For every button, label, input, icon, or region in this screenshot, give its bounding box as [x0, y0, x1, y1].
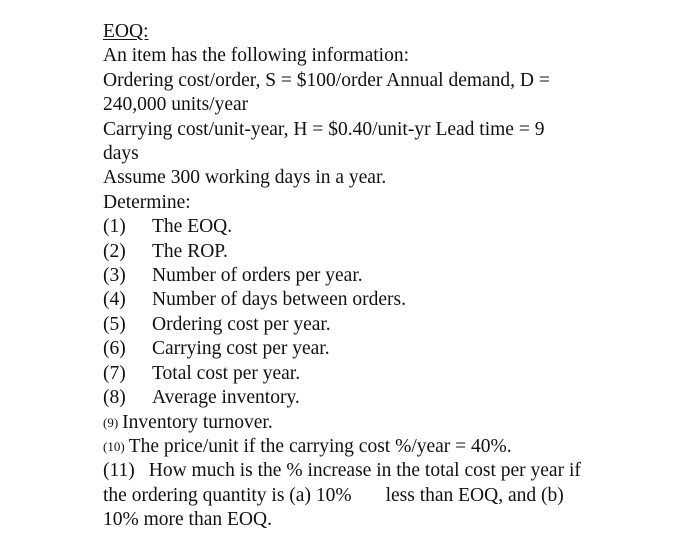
item-number: (5) — [103, 313, 126, 335]
item-number: (4) — [103, 289, 126, 311]
item-text: Total cost per year. — [152, 362, 301, 384]
item-number: (9) — [103, 414, 119, 430]
item-text: Number of days between orders. — [152, 289, 406, 311]
list-item — [103, 288, 663, 312]
list-item — [103, 313, 663, 337]
item-number: (8) — [103, 387, 126, 409]
item-text: Inventory turnover. — [122, 411, 273, 433]
item-text: Ordering cost per year. — [152, 313, 331, 335]
list-item — [103, 215, 663, 239]
list-item — [103, 264, 663, 288]
list-item — [103, 337, 663, 361]
assumption-line: Assume 300 working days in a year. — [103, 167, 387, 189]
carrying-cost-line: Carrying cost/unit-year, H = $0.40/unit-yr Lead time = 9 — [103, 118, 545, 140]
item-text: The price/unit if the carrying cost %/year = 40%. — [128, 435, 512, 457]
page-title: EOQ: — [103, 21, 149, 42]
item-11-end: 10% more than EOQ. — [103, 509, 272, 531]
item-text: Average inventory. — [152, 387, 300, 409]
list-item — [103, 362, 663, 386]
determine-heading: Determine: — [103, 191, 191, 213]
item-number: (7) — [103, 362, 126, 384]
item-text: Number of orders per year. — [152, 265, 363, 287]
list-item — [103, 459, 663, 483]
problem-document — [103, 20, 663, 533]
item-11-continuation — [103, 484, 663, 508]
annual-demand-line: 240,000 units/year — [103, 94, 249, 116]
list-item — [103, 435, 663, 459]
list-item — [103, 386, 663, 410]
item-number: (10) — [103, 438, 125, 454]
item-text: The EOQ. — [152, 216, 233, 238]
ordering-cost-line: Ordering cost/order, S = $100/order Annual demand, D = — [103, 69, 550, 91]
item-text: less than EOQ, and (b) — [385, 484, 564, 506]
intro-text: An item has the following information: — [103, 45, 409, 67]
item-number: (1) — [103, 216, 126, 238]
list-item — [103, 411, 663, 435]
item-text: How much is the % increase in the total cost per year if — [148, 460, 581, 482]
item-text: The ROP. — [152, 240, 228, 262]
lead-time-line: days — [103, 143, 139, 165]
item-number: (6) — [103, 338, 126, 360]
item-number: (11) — [103, 460, 135, 482]
list-item — [103, 240, 663, 264]
item-text: the ordering quantity is (a) 10% — [103, 484, 352, 506]
item-text: Carrying cost per year. — [152, 338, 330, 360]
item-number: (3) — [103, 265, 126, 287]
item-number: (2) — [103, 240, 126, 262]
